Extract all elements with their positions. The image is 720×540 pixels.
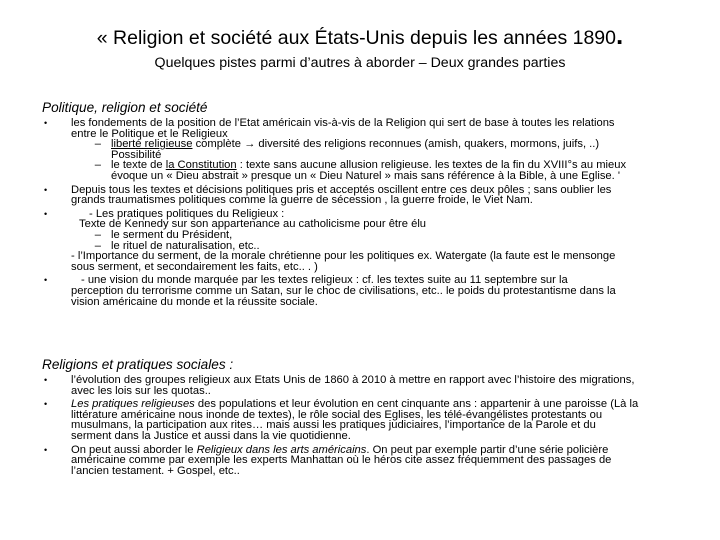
section2-list xyxy=(44,375,684,476)
list-item: • l’évolution des groupes religieux aux Etats Unis de 1860 à 2010 à mettre en rapport avec l’histoire des migrations, avec les lois sur les quotas.. xyxy=(44,374,635,397)
list-item: • On peut aussi aborder le Religieux dans les arts américains. On peut par exemple partir d’une série policière américaine comme par exemple les experts Manhattan où le héros cite assez fréquemment des passages de l’ancien testament. + Gospel, etc.. xyxy=(44,443,612,477)
bullet: • xyxy=(44,399,48,410)
list-item: • - Les pratiques politiques du Religieux : Texte de Kennedy sur son appartenance au catholicisme pour être élu – le serment du Président, – le rituel de naturalisation, etc.. - l’Importance du serment, de la morale chrétienne pour les politiques ex. Watergate (la faute est le mensonge sous serment, et secondairement les faits, etc.. . ) xyxy=(44,209,684,273)
bullet: • xyxy=(44,118,48,128)
slide-subtitle: Quelques pistes parmi d’autres à aborder – Deux grandes parties xyxy=(154,55,566,71)
sub-item: – liberté religieuse complète → diversité des religions reconnues (amish, quakers, mormons, juifs, ..) xyxy=(94,138,600,151)
list-item: • Depuis tous les textes et décisions politiques pris et acceptés oscillent entre ces deux pôles ; sans oublier les grands traumatismes politiques comme la guerre de sécession , la guerre froide, le Viet Nam. xyxy=(44,183,612,207)
bullet: • xyxy=(44,184,48,195)
bullet: • xyxy=(44,375,48,385)
section-heading-religions: Religions et pratiques sociales : xyxy=(42,357,234,372)
list-item: • les fondements de la position de l’Etat américain vis-à-vis de la Religion qui sert de base à toutes les relations entre le Politique et le Religieux – liberté religieuse complète → diversité des religions reconnues (amish, quakers, mormons, juifs, ..) Possibilité – le texte de la Constitution : texte sans aucune allusion religieuse. les textes de la fin du XVIII°s au mieux évoque un « Dieu abstrait » presque un « Dieu Naturel » mais sans référence à la Bible, à une Eglise. ' xyxy=(44,118,684,182)
sub-item: – le serment du Président, xyxy=(94,228,233,241)
sub-item: – le texte de la Constitution : texte sans aucune allusion religieuse. les textes de la fin du XVIII°s au mieux xyxy=(94,159,627,172)
bullet: • xyxy=(44,444,48,455)
bullet: • xyxy=(44,208,48,219)
slide-title: « Religion et société aux États-Unis depuis les années 1890. xyxy=(96,20,624,50)
list-item: • - une vision du monde marquée par les textes religieux : cf. les textes suite au 11 septembre sur la perception du terrorisme comme un Satan, sur le choc de civilisations, etc.. le poids du protestantisme dans la vision américaine du monde et la réussite sociale. xyxy=(44,274,616,308)
sub-item: – le rituel de naturalisation, etc.. xyxy=(94,239,260,252)
list-item: • Les pratiques religieuses des populations et leur évolution en cent cinquante ans : appartenir à une paroisse (Là la littérature américaine nous inonde de textes), le rôle social des Eglises, les télé-évangélistes protestants ou musulmans, la participation aux rites… mais aussi les pratiques judiciaires, l’importance de la Parole et du serment dans la Justice et aussi dans la vie quotidienne. xyxy=(44,398,639,442)
bullet: • xyxy=(44,275,48,286)
section-heading-politique: Politique, religion et société xyxy=(42,100,208,115)
section1-list xyxy=(44,118,684,307)
